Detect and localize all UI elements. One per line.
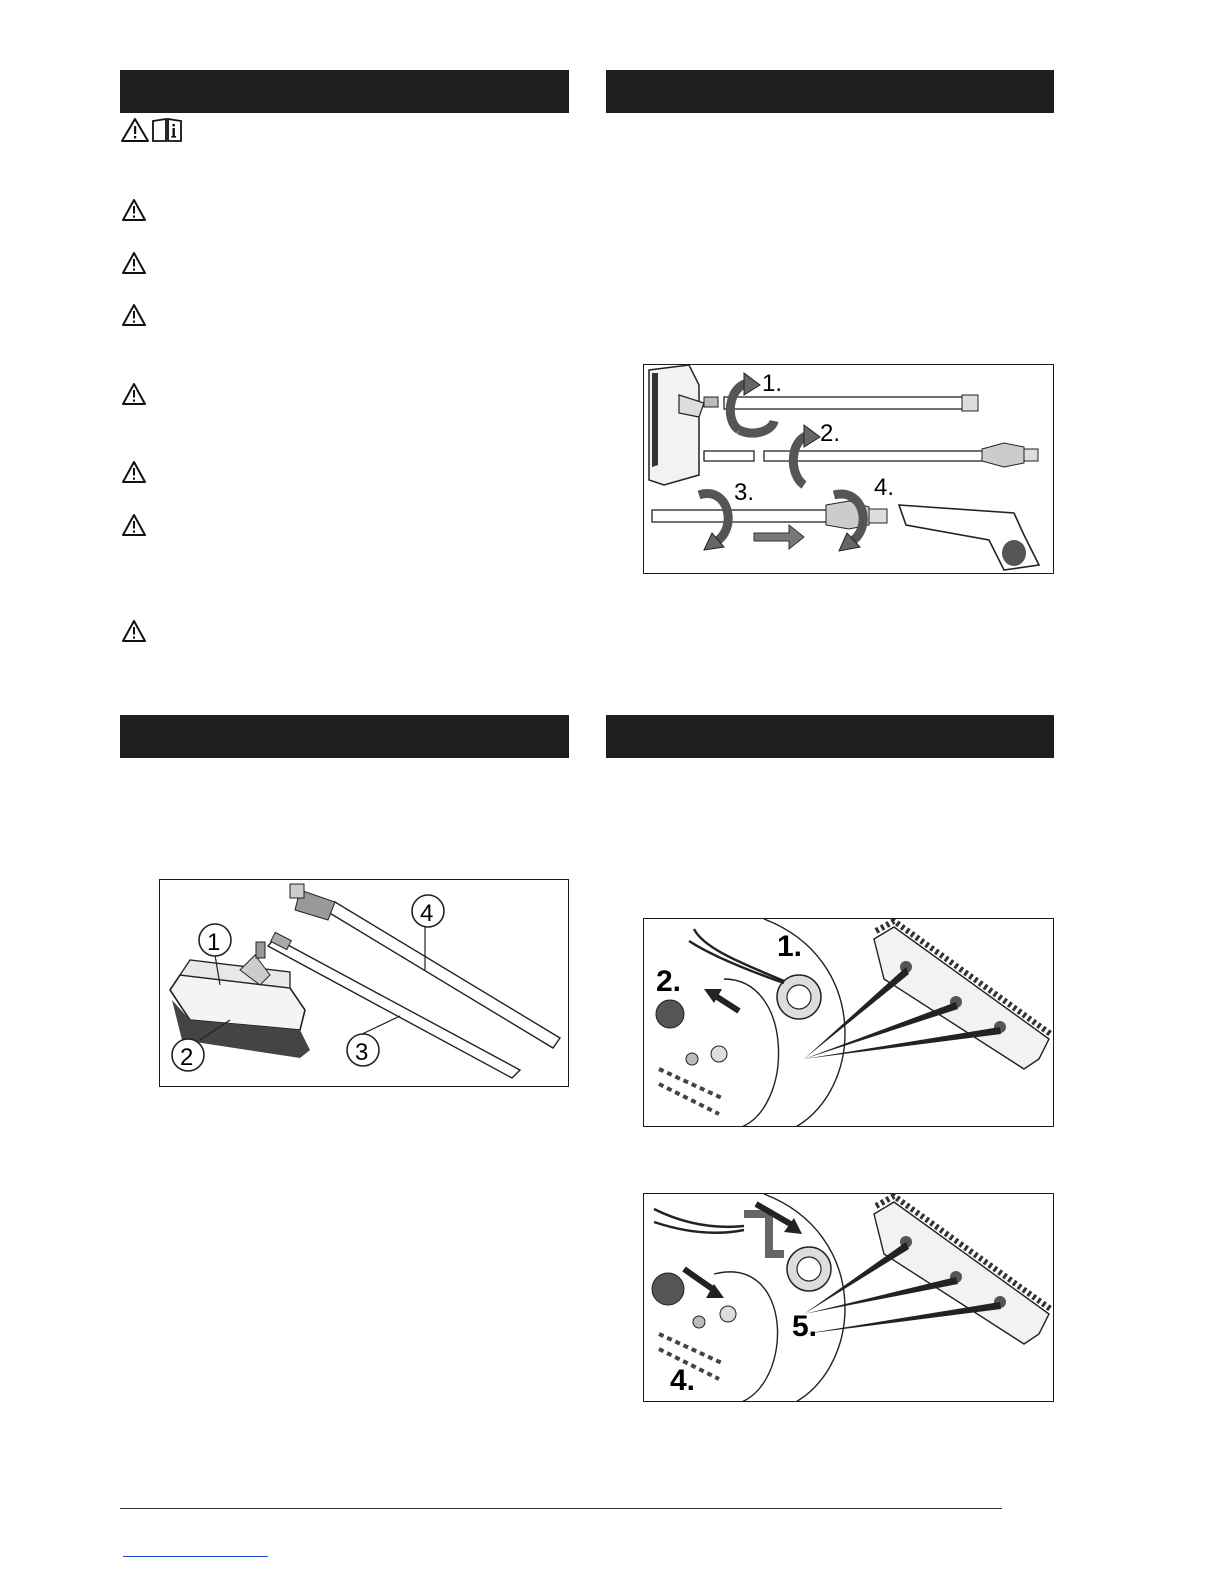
- step-label: 2.: [820, 420, 841, 447]
- figure-nozzle-insertion: [643, 1193, 1054, 1402]
- step-label: 2.: [656, 965, 682, 998]
- warning-triangle-icon: [121, 513, 147, 537]
- section-header-bar-bottom-right: [606, 715, 1054, 758]
- section-header-bar-top-right: [606, 70, 1054, 113]
- step-label: 3.: [734, 479, 755, 506]
- step-label: 1.: [777, 930, 803, 963]
- step-label: 5.: [792, 1310, 818, 1343]
- warning-triangle-icon: [121, 460, 147, 484]
- footer-link-underline[interactable]: [123, 1556, 268, 1557]
- warning-triangle-icon: [121, 382, 147, 406]
- callout-label: 2: [180, 1044, 194, 1071]
- footer-rule: [120, 1508, 1002, 1509]
- step-label: 4.: [874, 474, 895, 501]
- warning-triangle-icon: [121, 619, 147, 643]
- warning-triangle-icon: [121, 251, 147, 275]
- warning-triangle-icon: [121, 198, 147, 222]
- callout-label: 4: [420, 900, 434, 927]
- step-label: 1.: [762, 370, 783, 397]
- callout-label: 3: [355, 1039, 369, 1066]
- section-header-bar-bottom-left: [120, 715, 569, 758]
- section-header-bar-top-left: [120, 70, 569, 113]
- warning-triangle-icon: [121, 303, 147, 327]
- figure-parts-overview: [159, 879, 569, 1087]
- read-manual-icon: [151, 117, 183, 143]
- warning-triangle-icon: [120, 117, 150, 143]
- step-label: 4.: [670, 1364, 696, 1397]
- callout-label: 1: [207, 929, 221, 956]
- figure-nozzle-removal: [643, 918, 1054, 1127]
- figure-assembly-steps: [643, 364, 1054, 574]
